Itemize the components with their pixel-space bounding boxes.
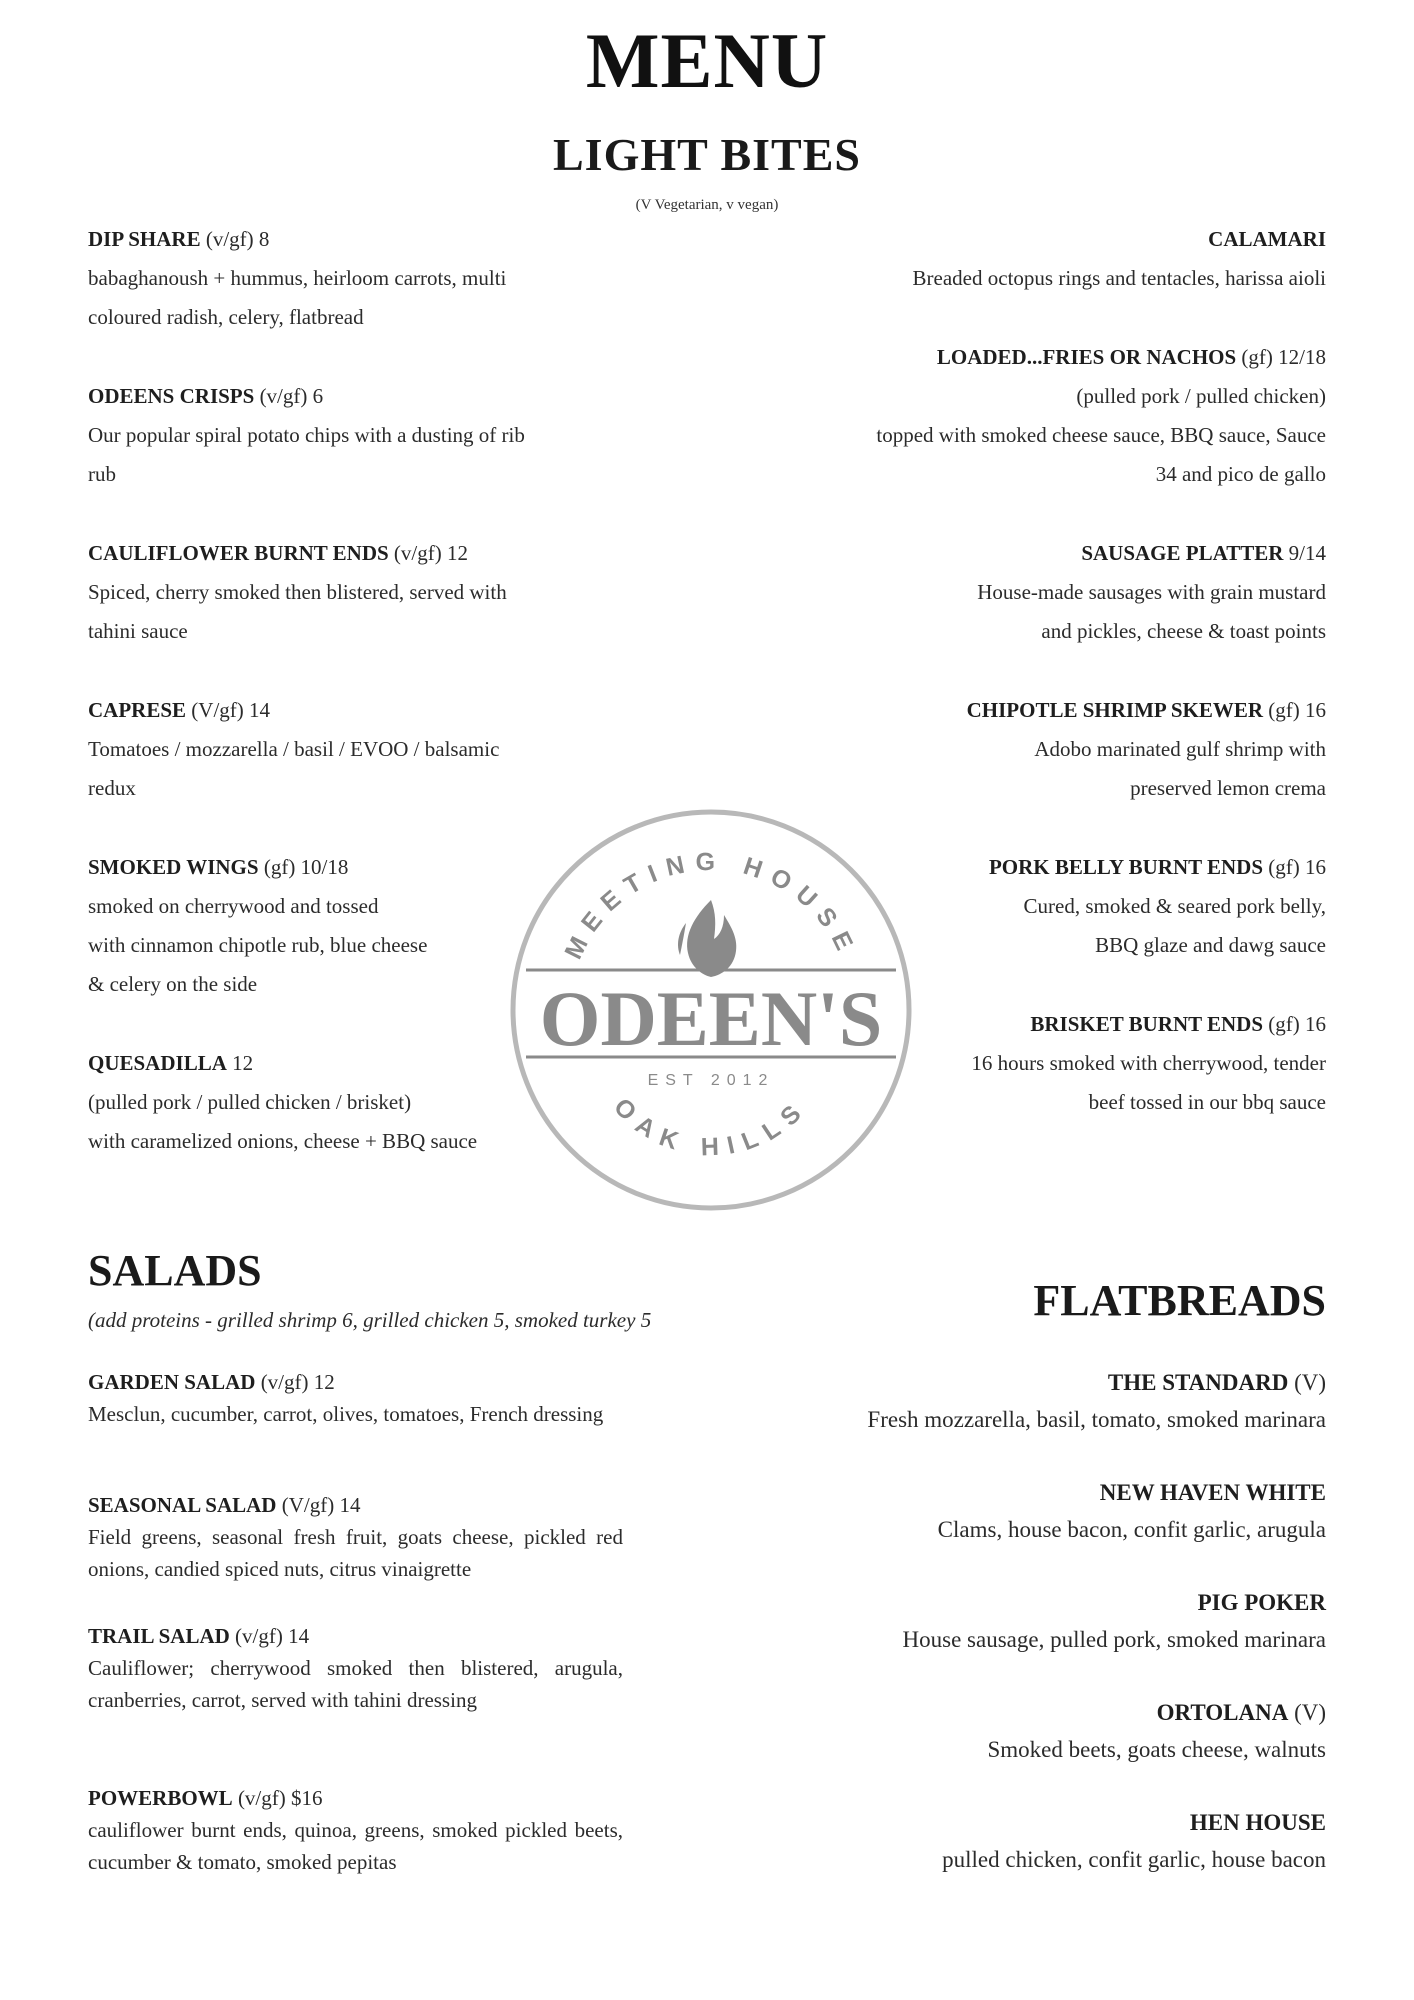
item-tag: (gf) 16 (1263, 855, 1326, 879)
item-desc: Field greens, seasonal fresh fruit, goats cheese, pickled red onions, candied spiced nuts, citrus vinaigrette (88, 1525, 623, 1581)
item-tag: (v/gf) 6 (254, 384, 324, 408)
logo-bottom-text: OAK HILLS (608, 1092, 814, 1162)
menu-item (88, 1489, 623, 1585)
menu-item (88, 1782, 623, 1878)
menu-item (88, 377, 648, 494)
item-name: CHIPOTLE SHRIMP SKEWER (966, 698, 1264, 722)
item-desc-line: coloured radish, celery, flatbread (88, 305, 364, 329)
menu-item (720, 1584, 1326, 1658)
item-desc: Clams, house bacon, confit garlic, arugula (937, 1517, 1326, 1542)
item-name: SEASONAL SALAD (88, 1493, 277, 1517)
item-name: LOADED...FRIES OR NACHOS (936, 345, 1237, 369)
menu-item (720, 1804, 1326, 1878)
salads-protein-note: (add proteins - grilled shrimp 6, grilled chicken 5, smoked turkey 5 (88, 1308, 652, 1332)
item-tag: (v/gf) 12 (388, 541, 468, 565)
item-tag: (V) (1288, 1370, 1326, 1395)
item-name: THE STANDARD (1107, 1370, 1289, 1395)
item-tag: (V) (1288, 1700, 1326, 1725)
item-desc: House sausage, pulled pork, smoked marinara (902, 1627, 1326, 1652)
item-desc-line: Cured, smoked & seared pork belly, (1023, 894, 1326, 918)
item-tag: (V/gf) 14 (276, 1493, 361, 1517)
item-name: TRAIL SALAD (88, 1624, 230, 1648)
menu-item (760, 691, 1326, 808)
item-desc-line: and pickles, cheese & toast points (1041, 619, 1326, 643)
section-heading-flatbreads: FLATBREADS (1033, 1276, 1326, 1325)
menu-item (760, 220, 1326, 298)
item-name: CAPRESE (88, 698, 187, 722)
item-desc: Smoked beets, goats cheese, walnuts (987, 1737, 1326, 1762)
logo-est: EST 2012 (647, 1072, 775, 1089)
menu-item (88, 1366, 623, 1430)
item-desc-line: Breaded octopus rings and tentacles, harissa aioli (912, 266, 1326, 290)
item-desc-line: smoked on cherrywood and tossed (88, 894, 379, 918)
item-name: CALAMARI (1208, 227, 1326, 251)
item-desc-line: BBQ glaze and dawg sauce (1095, 933, 1326, 957)
item-desc-line: & celery on the side (88, 972, 258, 996)
item-desc: Cauliflower; cherrywood smoked then blistered, arugula, cranberries, carrot, served with tahini dressing (88, 1656, 623, 1712)
item-tag: (V/gf) 14 (186, 698, 271, 722)
item-desc-line: beef tossed in our bbq sauce (1088, 1090, 1326, 1114)
item-name: PIG POKER (1197, 1590, 1326, 1615)
item-name: DIP SHARE (88, 227, 201, 251)
item-desc-line: Our popular spiral potato chips with a dusting of rib (88, 423, 525, 447)
item-desc: pulled chicken, confit garlic, house bacon (942, 1847, 1326, 1872)
section-heading-light-bites: LIGHT BITES (552, 129, 862, 180)
item-name: CAULIFLOWER BURNT ENDS (88, 541, 389, 565)
menu-item (760, 534, 1326, 651)
item-tag: (gf) 12/18 (1236, 345, 1326, 369)
item-tag: (v/gf) 14 (229, 1624, 310, 1648)
item-tag: 9/14 (1283, 541, 1326, 565)
item-desc-line: redux (88, 776, 136, 800)
item-desc-line: babaghanoush + hummus, heirloom carrots, multi (88, 266, 507, 290)
item-name: HEN HOUSE (1189, 1810, 1326, 1835)
item-desc: Mesclun, cucumber, carrot, olives, tomatoes, French dressing (88, 1402, 604, 1426)
item-desc: cauliflower burnt ends, quinoa, greens, smoked pickled beets, cucumber & tomato, smoked pepitas (88, 1818, 623, 1874)
item-name: SMOKED WINGS (88, 855, 259, 879)
item-name: NEW HAVEN WHITE (1099, 1480, 1326, 1505)
item-desc: Fresh mozzarella, basil, tomato, smoked marinara (867, 1407, 1326, 1432)
item-desc-line: topped with smoked cheese sauce, BBQ sauce, Sauce (876, 423, 1326, 447)
item-name: ODEENS CRISPS (88, 384, 255, 408)
logo-top-text: MEETING HOUSE (559, 847, 863, 964)
menu-item (720, 1364, 1326, 1438)
item-name: POWERBOWL (88, 1786, 233, 1810)
item-desc-line: with cinnamon chipotle rub, blue cheese (88, 933, 428, 957)
item-desc-line: (pulled pork / pulled chicken / brisket) (88, 1090, 412, 1114)
item-tag: (v/gf) 8 (200, 227, 270, 251)
menu-title: MENU (585, 17, 829, 104)
menu-item (88, 1620, 623, 1716)
logo-name: ODEEN'S (539, 975, 883, 1062)
item-desc-line: with caramelized onions, cheese + BBQ sauce (88, 1129, 478, 1153)
item-desc-line: House-made sausages with grain mustard (977, 580, 1326, 604)
item-tag: (v/gf) $16 (232, 1786, 323, 1810)
diet-legend-note: (V Vegetarian, v vegan) (635, 197, 779, 213)
item-tag: (gf) 16 (1263, 1012, 1326, 1036)
menu-item (720, 1474, 1326, 1548)
menu-item (88, 534, 648, 651)
item-tag: (gf) 10/18 (258, 855, 349, 879)
menu-item (760, 338, 1326, 494)
item-tag: (gf) 16 (1263, 698, 1326, 722)
item-desc-line: Adobo marinated gulf shrimp with (1034, 737, 1326, 761)
menu-item (720, 1694, 1326, 1768)
item-desc-line: Spiced, cherry smoked then blistered, served with (88, 580, 507, 604)
item-desc-line: tahini sauce (88, 619, 188, 643)
item-desc-line: 16 hours smoked with cherrywood, tender (971, 1051, 1326, 1075)
menu-item (88, 691, 648, 808)
item-name: BRISKET BURNT ENDS (1030, 1012, 1264, 1036)
item-tag: 12 (226, 1051, 254, 1075)
item-tag: (v/gf) 12 (255, 1370, 335, 1394)
odeens-logo (506, 805, 916, 1215)
item-desc-line: Tomatoes / mozzarella / basil / EVOO / balsamic (88, 737, 500, 761)
item-desc-line: 34 and pico de gallo (1155, 462, 1326, 486)
item-name: ORTOLANA (1156, 1700, 1289, 1725)
item-name: QUESADILLA (88, 1051, 227, 1075)
item-name: GARDEN SALAD (88, 1370, 256, 1394)
item-name: SAUSAGE PLATTER (1081, 541, 1284, 565)
section-heading-salads: SALADS (88, 1246, 262, 1295)
item-desc-line: rub (88, 462, 116, 486)
menu-item (88, 220, 648, 337)
item-desc-line: preserved lemon crema (1130, 776, 1326, 800)
item-name: PORK BELLY BURNT ENDS (988, 855, 1264, 879)
item-desc-line: (pulled pork / pulled chicken) (1076, 384, 1326, 408)
